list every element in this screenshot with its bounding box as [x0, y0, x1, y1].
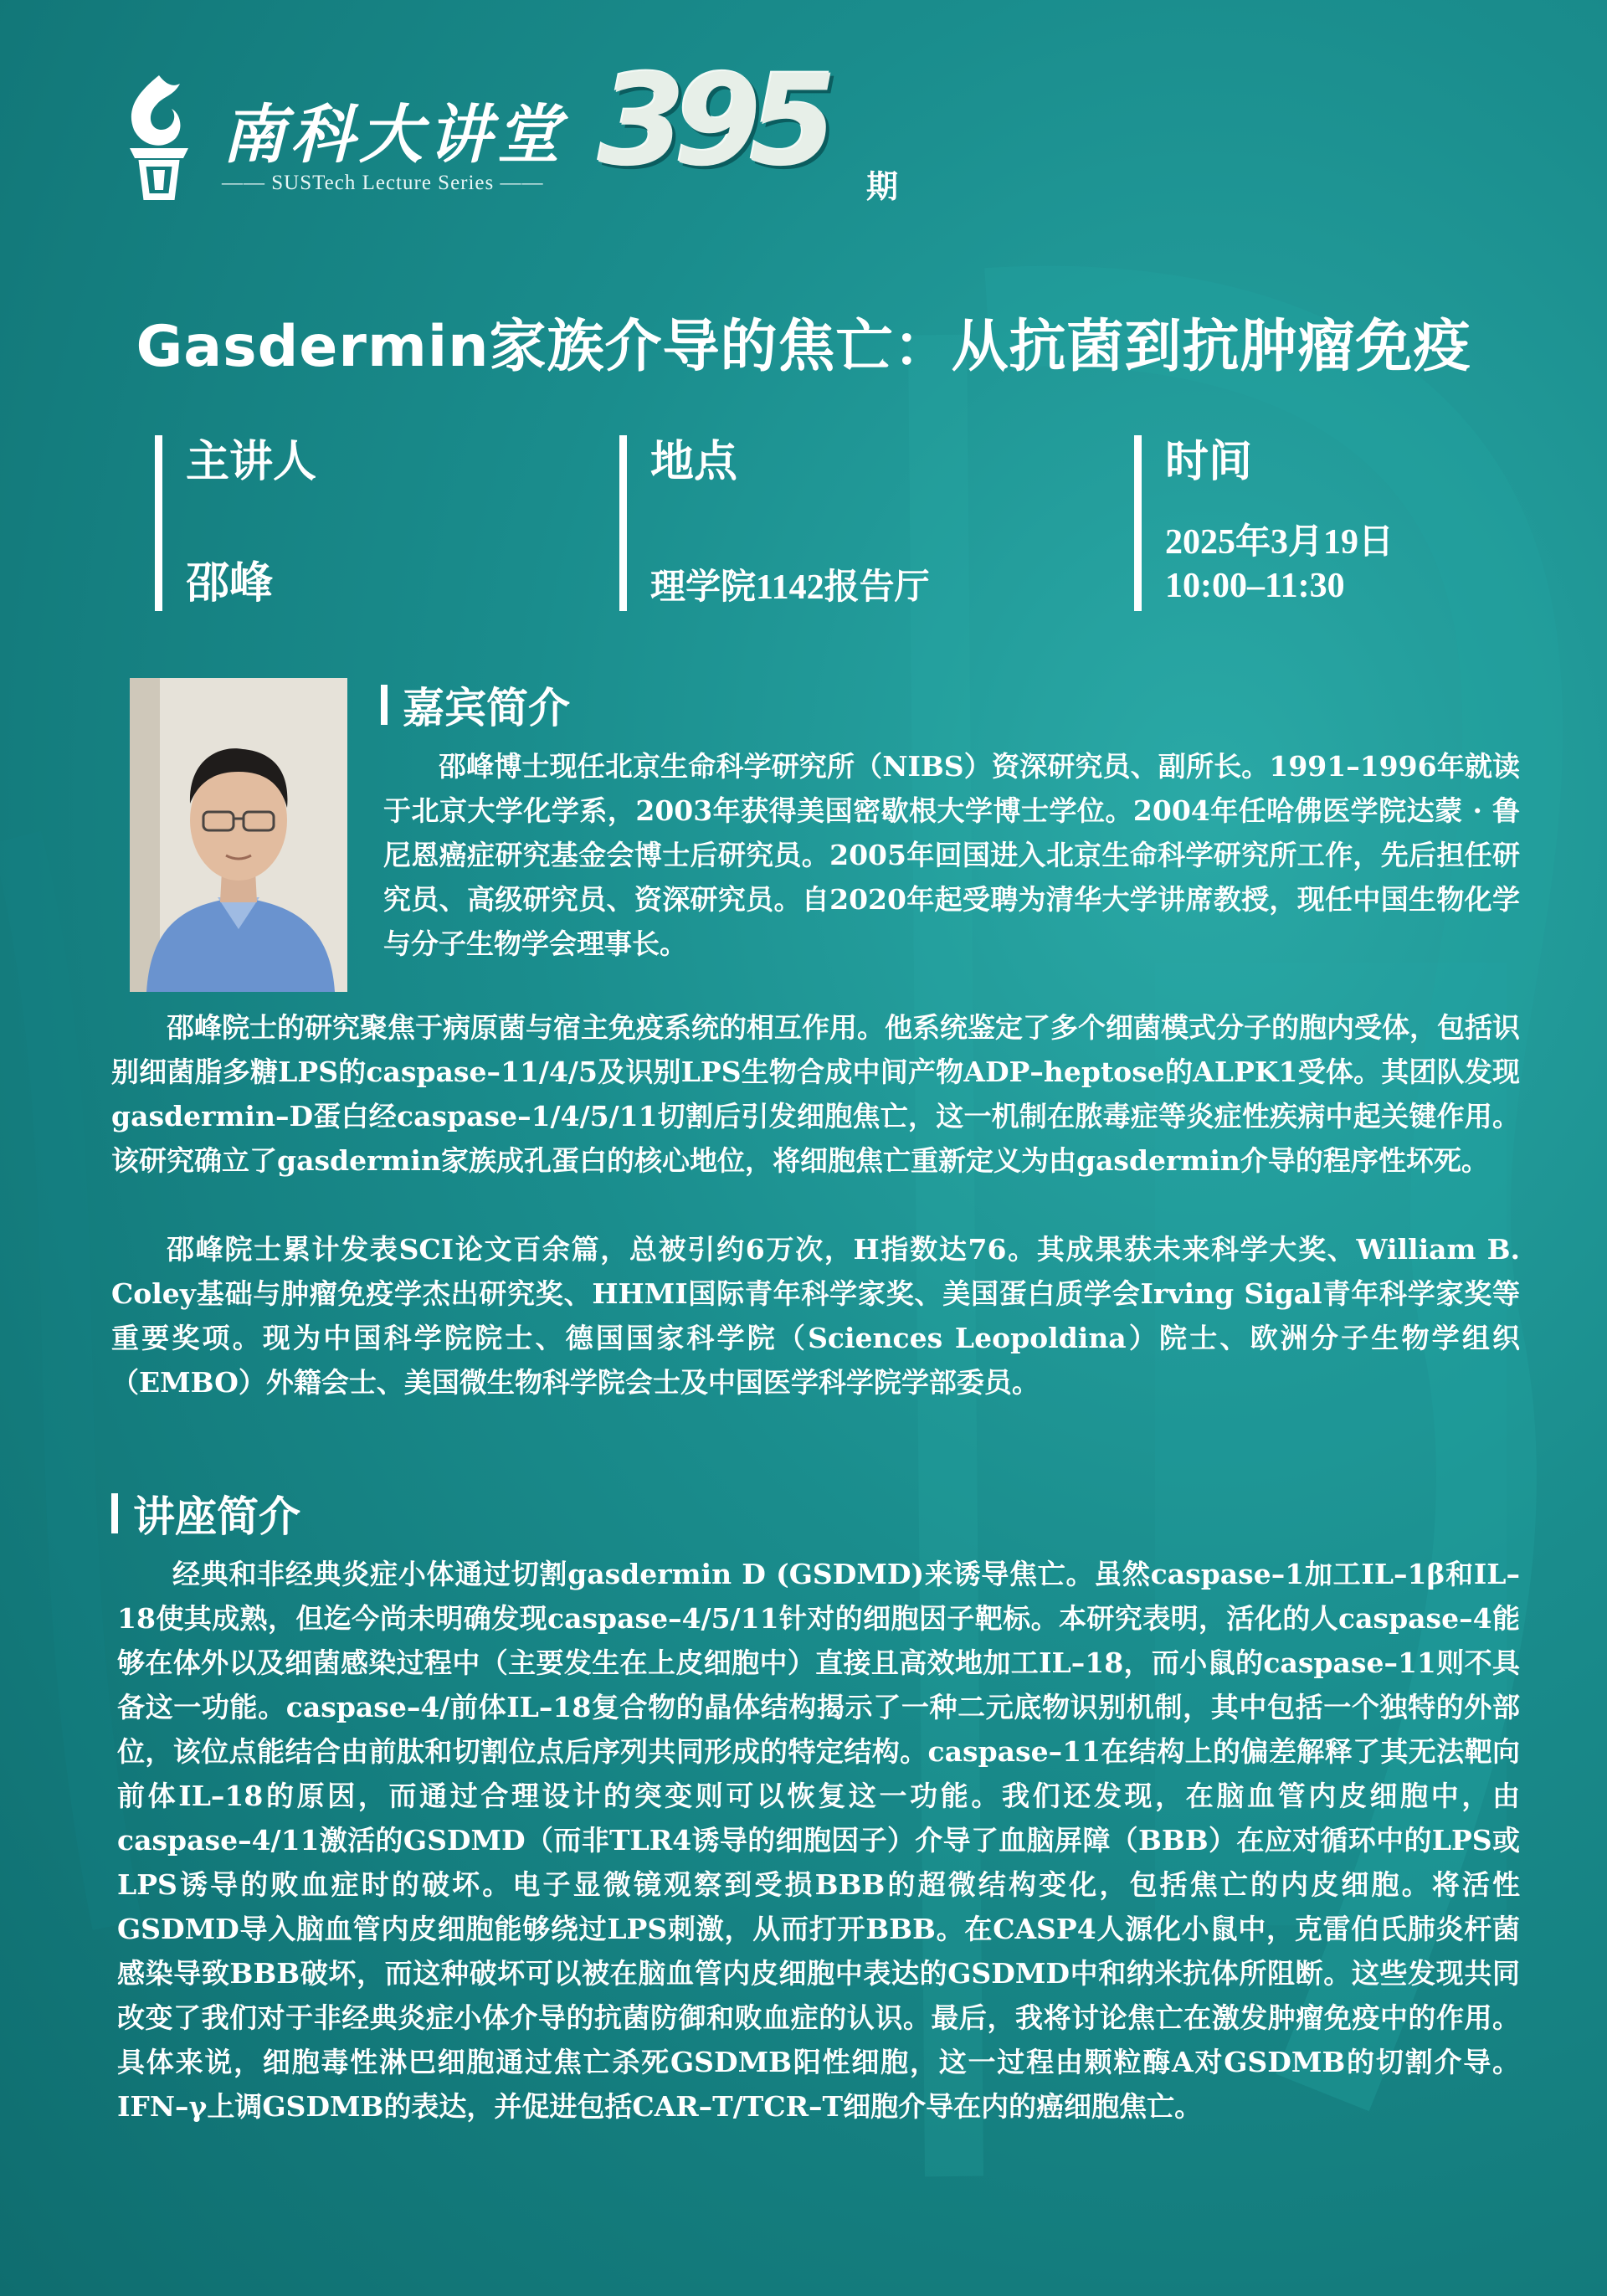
sustech-torch-logo-icon: [113, 71, 205, 205]
bio-paragraph-3: 邵峰院士累计发表SCI论文百余篇，总被引约6万次，H指数达76。其成果获未来科学大奖、William B. Coley基础与肿瘤免疫学杰出研究奖、HHMI国际青年科学家奖、美国蛋白质学会Irving Sigal青年科学家奖等重要奖项。现为中国科学院院士、德国国家科学院（Sciences Leopoldina）院士、欧洲分子生物学组织（EMBO）外籍会士、美国微生物科学院会士及中国医学科学院学部委员。: [111, 1233, 1520, 1399]
lecture-heading: [111, 1483, 300, 1544]
bio-paragraph-1: 邵峰博士现任北京生命科学研究所（NIBS）资深研究员、副所长。1991–1996年就读于北京大学化学系，2003年获得美国密歇根大学博士学位。2004年任哈佛医学院达蒙 · 鲁尼恩癌症研究基金会博士后研究员。2005年回国进入北京生命科学研究所工作，先后担任研究员、高级研究员、资深研究员。自2020年起受聘为清华大学讲席教授，现任中国生物化学与分子生物学会理事长。: [383, 750, 1520, 960]
time-column: [1134, 435, 1519, 611]
bio-paragraph-2: 邵峰院士的研究聚焦于病原菌与宿主免疫系统的相互作用。他系统鉴定了多个细菌模式分子的胞内受体，包括识别细菌脂多糖LPS的caspase–11/4/5及识别LPS生物合成中间产物ADP–heptose的ALPK1受体。其团队发现gasdermin–D蛋白经caspase–1/4/5/11切割后引发细胞焦亡，这一机制在脓毒症等炎症性疾病中起关键作用。该研究确立了gasdermin家族成孔蛋白的核心地位，将细胞焦亡重新定义为由gasdermin介导的程序性坏死。: [111, 1011, 1520, 1177]
date-value: 2025年3月19日: [1165, 523, 1394, 562]
lecture-title: Gasdermin家族介导的焦亡：从抗菌到抗肿瘤免疫: [136, 314, 1471, 380]
time-value: 10:00–11:30: [1165, 567, 1345, 605]
location-column: [619, 435, 1105, 611]
bio-heading-text: 嘉宾简介: [403, 683, 570, 732]
issue-unit: 期: [866, 168, 899, 205]
heading-bar: [111, 1493, 118, 1533]
bio-heading: [381, 675, 570, 735]
heading-bar: [381, 685, 388, 725]
location-label: 地点: [650, 436, 738, 487]
speaker-label: 主讲人: [186, 436, 317, 487]
lecture-heading-text: 讲座简介: [133, 1492, 300, 1541]
speaker-column: [155, 435, 590, 611]
issue-number: 395: [598, 49, 826, 194]
brand-title: 南科大讲堂: [222, 97, 565, 172]
lecture-paragraph: 经典和非经典炎症小体通过切割gasdermin D (GSDMD)来诱导焦亡。虽然caspase–1加工IL–1β和IL–18使其成熟，但迄今尚未明确发现caspase–4/5/11针对的细胞因子靶标。本研究表明，活化的人caspase–4能够在体外以及细菌感染过程中（主要发生在上皮细胞中）直接且高效地加工IL–18，而小鼠的caspase–11则不具备这一功能。caspase–4/前体IL–18复合物的晶体结构揭示了一种二元底物识别机制，其中包括一个独特的外部位，该位点能结合由前肽和切割位点后序列共同形成的特定结构。caspase–11在结构上的偏差解释了其无法靶向前体IL–18的原因，而通过合理设计的突变则可以恢复这一功能。我们还发现，在脑血管内皮细胞中，由caspase–4/11激活的GSDMD（而非TLR4诱导的细胞因子）介导了血脑屏障（BBB）在应对循环中的LPS或LPS诱导的败血症时的破坏。电子显微镜观察到受损BBB的超微结构变化，包括焦亡的内皮细胞。将活性GSDMD导入脑血管内皮细胞能够绕过LPS刺激，从而打开BBB。在CASP4人源化小鼠中，克雷伯氏肺炎杆菌感染导致BBB破坏，而这种破坏可以被在脑血管内皮细胞中表达的GSDMD中和纳米抗体所阻断。这些发现共同改变了我们对于非经典炎症小体介导的抗菌防御和败血症的认识。最后，我将讨论焦亡在激发肿瘤免疫中的作用。具体来说，细胞毒性淋巴细胞通过焦亡杀死GSDMB阳性细胞，这一过程由颗粒酶A对GSDMB的切割介导。IFN–γ上调GSDMB的表达，并促进包括CAR–T/TCR–T细胞介导在内的癌细胞焦亡。: [117, 1558, 1520, 2123]
speaker-name: 邵峰: [186, 557, 274, 609]
time-label: 时间: [1165, 436, 1253, 487]
location-value: 理学院1142报告厅: [650, 568, 930, 607]
brand-subtitle: —— SUSTech Lecture Series ——: [222, 172, 544, 194]
speaker-photo: [130, 678, 347, 992]
